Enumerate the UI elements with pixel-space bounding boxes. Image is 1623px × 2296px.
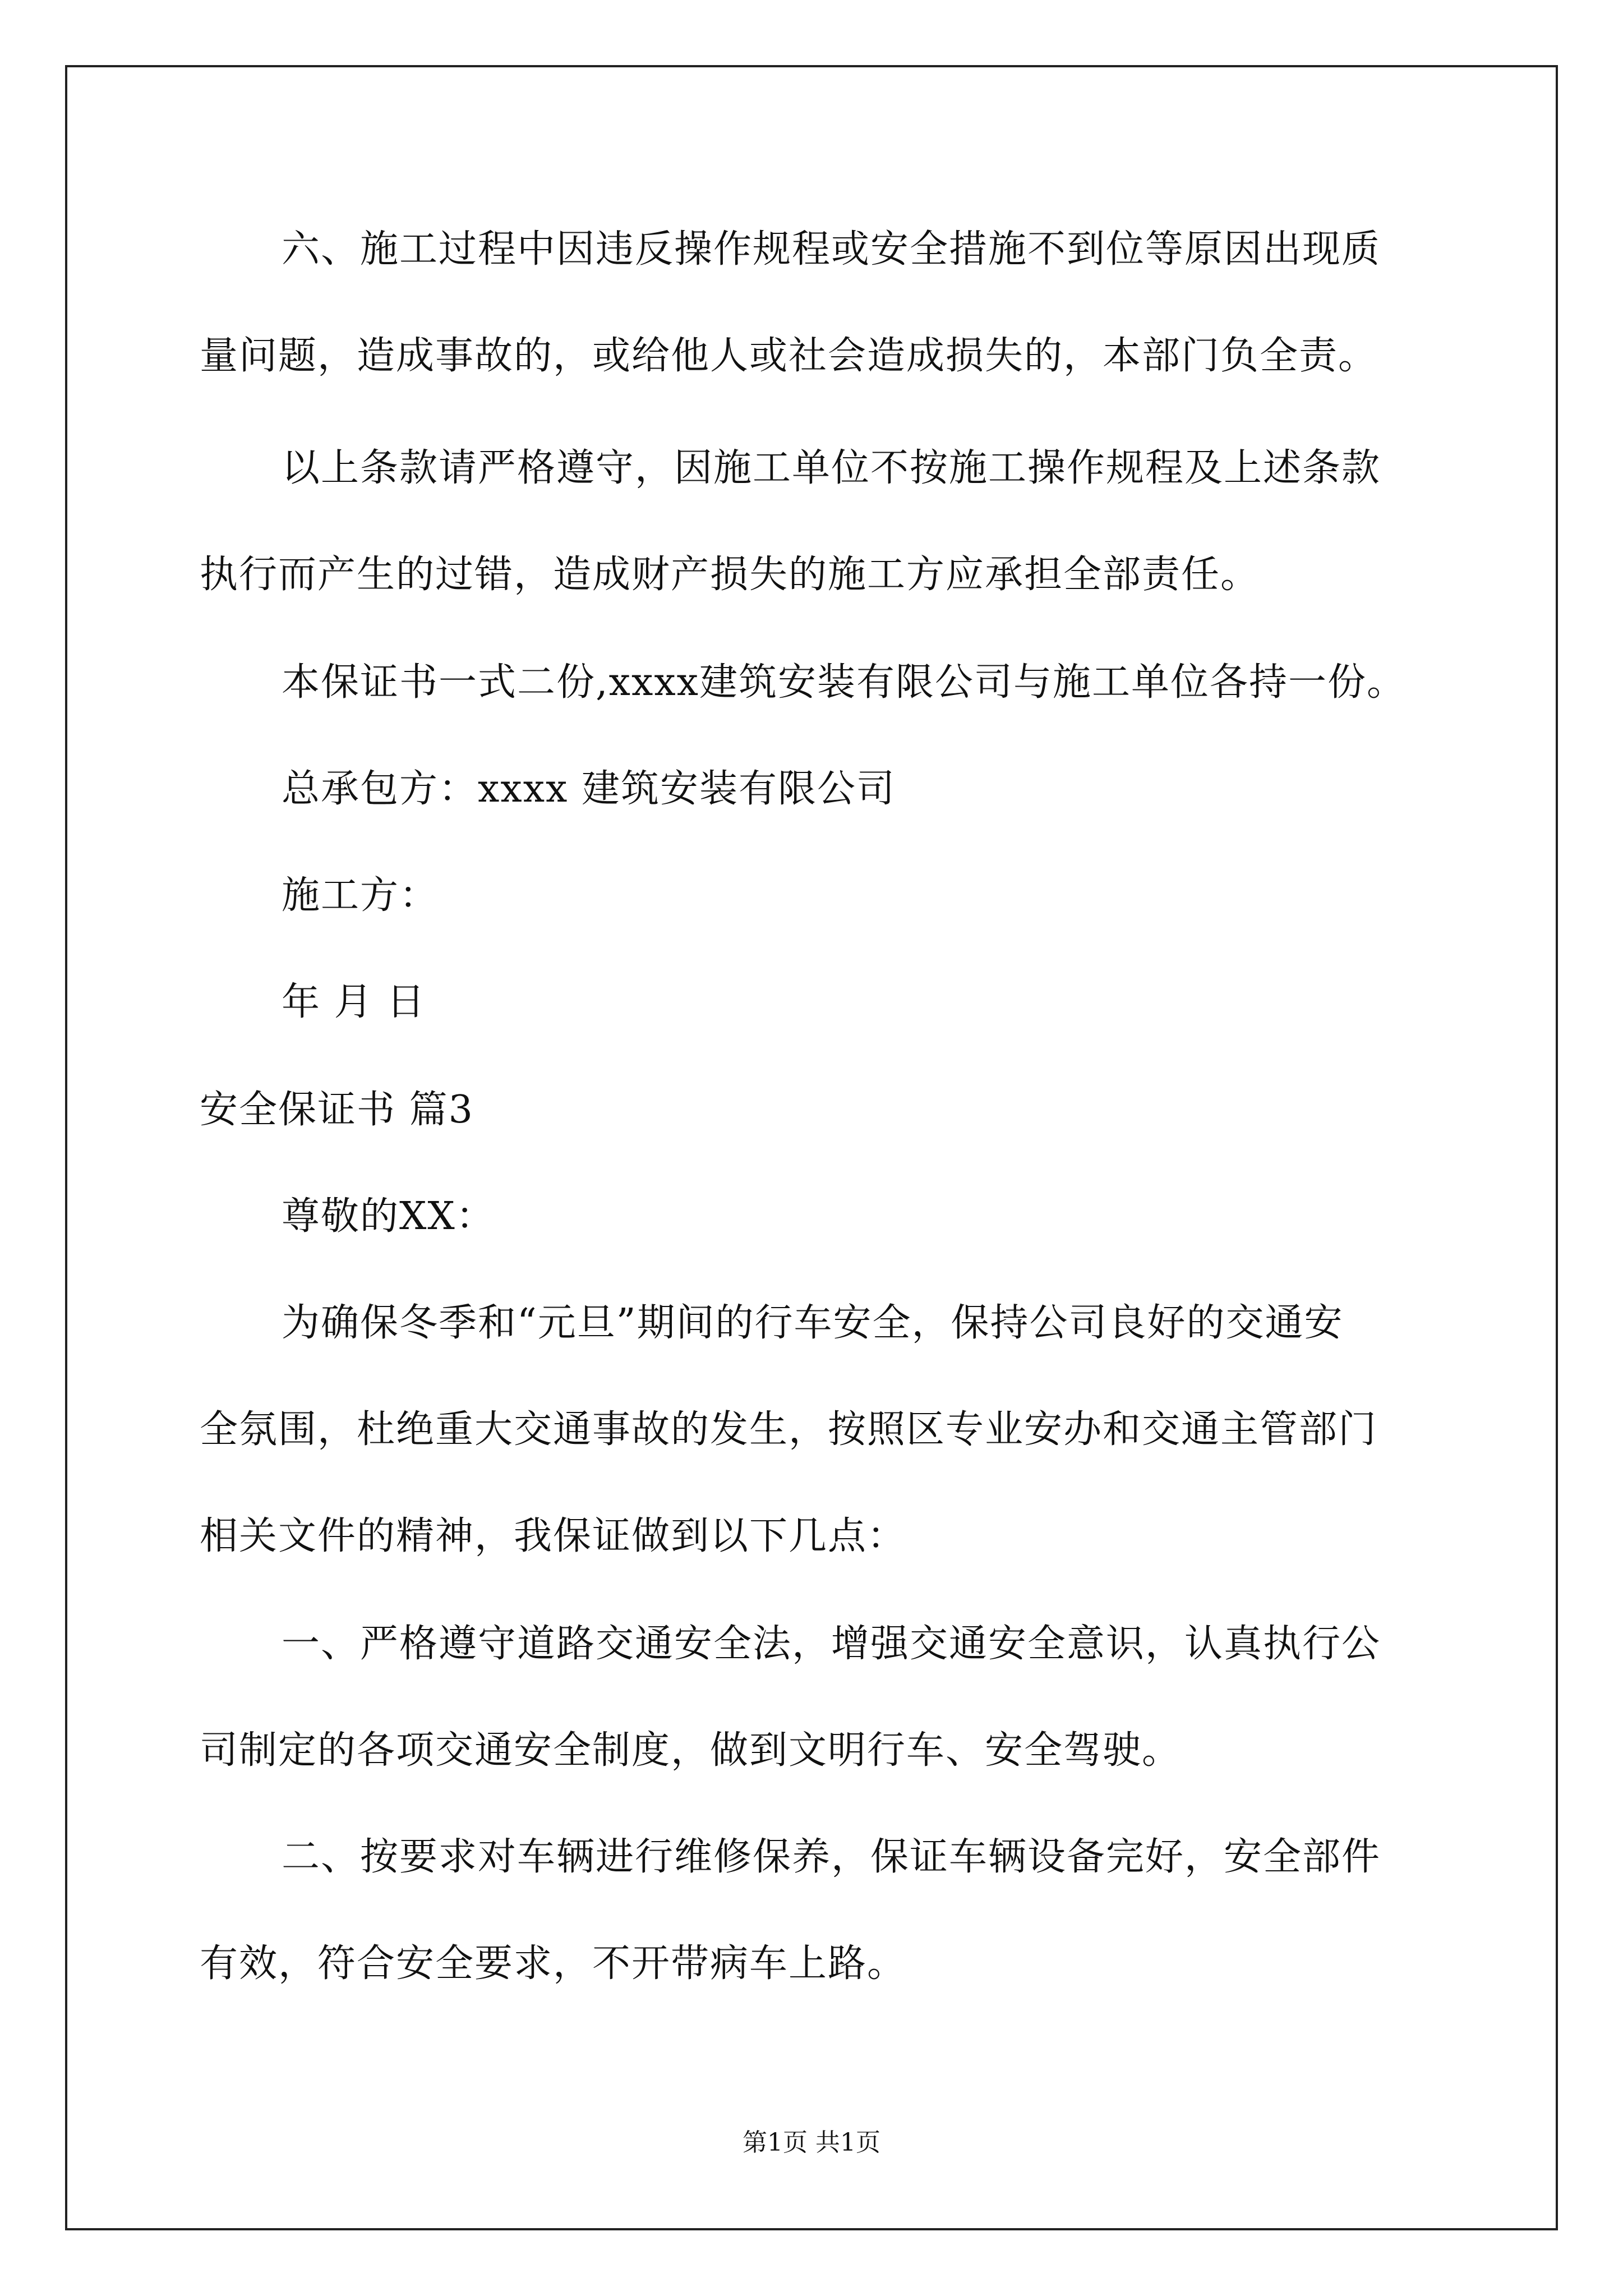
paragraph-line: 为确保冬季和“元旦”期间的行车安全，保持公司良好的交通安 xyxy=(282,1301,1344,1345)
salutation: 尊敬的XX： xyxy=(282,1194,495,1239)
paragraph-line: 相关文件的精神，我保证做到以下几点： xyxy=(200,1514,907,1558)
paragraph-line: 一、严格遵守道路交通安全法，增强交通安全意识，认真执行公 xyxy=(282,1622,1381,1666)
paragraph-line: 有效，符合安全要求，不开带病车上路。 xyxy=(200,1941,907,1986)
page-number-footer: 第1页 共1页 xyxy=(743,2128,880,2157)
signature-builder: 施工方： xyxy=(282,873,439,918)
page-border xyxy=(65,65,1558,2230)
section-heading: 安全保证书 篇3 xyxy=(200,1088,474,1132)
date-line: 年 月 日 xyxy=(282,980,426,1024)
paragraph-line: 全氛围，杜绝重大交通事故的发生，按照区专业安办和交通主管部门 xyxy=(200,1407,1378,1452)
paragraph-line: 执行而产生的过错，造成财产损失的施工方应承担全部责任。 xyxy=(200,553,1260,597)
paragraph-line: 以上条款请严格遵守，因施工单位不按施工操作规程及上述条款 xyxy=(282,446,1381,490)
paragraph-line: 二、按要求对车辆进行维修保养，保证车辆设备完好，安全部件 xyxy=(282,1835,1381,1879)
signature-contractor: 总承包方：xxxx 建筑安装有限公司 xyxy=(282,767,896,811)
paragraph-line: 量问题，造成事故的，或给他人或社会造成损失的，本部门负全责。 xyxy=(200,334,1378,378)
paragraph-line: 本保证书一式二份,xxxx建筑安装有限公司与施工单位各持一份。 xyxy=(282,660,1407,705)
paragraph-line: 六、施工过程中因违反操作规程或安全措施不到位等原因出现质 xyxy=(282,227,1381,272)
paragraph-line: 司制定的各项交通安全制度，做到文明行车、安全驾驶。 xyxy=(200,1728,1182,1773)
